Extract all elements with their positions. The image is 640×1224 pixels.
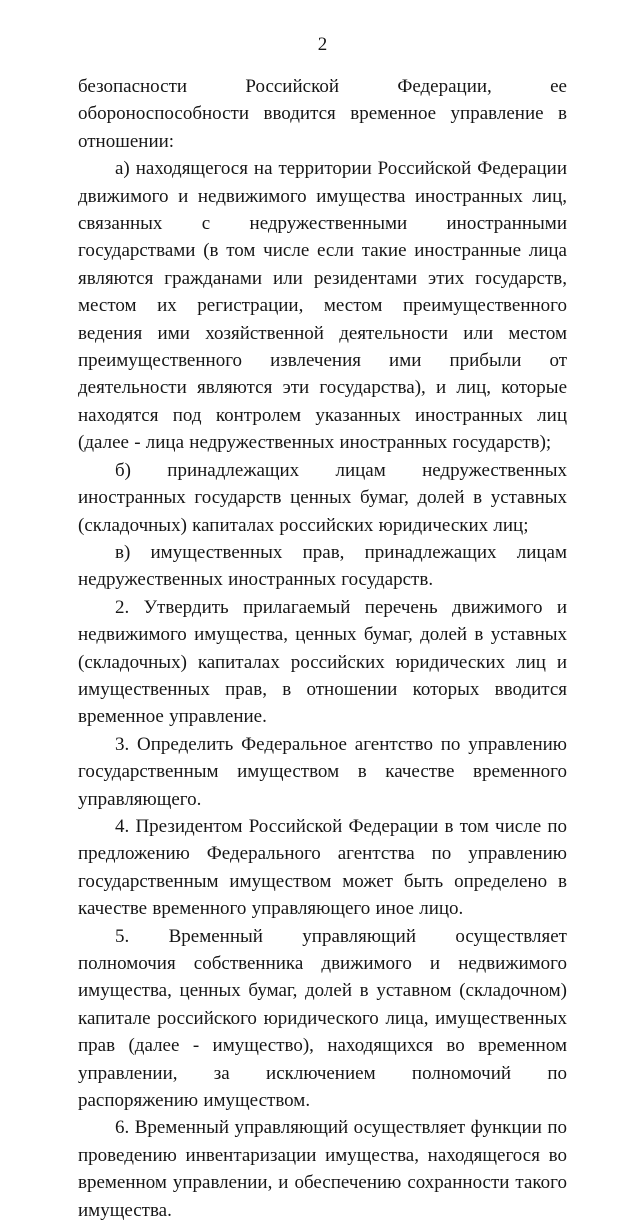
paragraph-point-5: 5. Временный управляющий осуществляет полномочия собственника движимого и недвижимого имущества, ценных бумаг, долей в уставном (складочном) капитале российского юридического лица, имущественных прав (далее - имущество), находящихся во временном управлении, за исключением полномочий по распоряжению имуществом.	[78, 925, 567, 1112]
paragraph-item-b: б) принадлежащих лицам недружественных иностранных государств ценных бумаг, долей в уставных (складочных) капиталах российских юридических лиц;	[78, 459, 567, 536]
paragraph-continuation: безопасности Российской Федерации, ее обороноспособности вводится временное управление в отношении:	[78, 76, 567, 152]
paragraph-point-3: 3. Определить Федеральное агентство по управлению государственным имуществом в качестве временного управляющего.	[78, 733, 567, 810]
page-number: 2	[317, 34, 328, 55]
paragraph-item-v: в) имущественных прав, принадлежащих лицам недружественных иностранных государств.	[78, 541, 567, 591]
paragraph-point-6: 6. Временный управляющий осуществляет функции по проведению инвентаризации имущества, находящегося во временном управлении, и обеспечению сохранности такого имущества.	[78, 1117, 567, 1221]
paragraph-point-2: 2. Утвердить прилагаемый перечень движимого и недвижимого имущества, ценных бумаг, долей в уставных (складочных) капиталах российских юридических лиц и имущественных прав, в отношении которых вводится временное управление.	[78, 596, 567, 728]
paragraph-item-a: а) находящегося на территории Российской Федерации движимого и недвижимого имущества иностранных лиц, связанных с недружественными иностранными государствами (в том числе если такие иностранные лица являются гражданами или резидентами этих государств, местом их регистрации, местом преимущественного ведения ими хозяйственной деятельности или местом преимущественного извлечения ими прибыли от деятельности являются эти государства), и лиц, которые находятся под контролем указанных иностранных лиц (далее - лица недружественных иностранных государств);	[78, 158, 567, 454]
document-body	[78, 73, 567, 1224]
paragraph-point-4: 4. Президентом Российской Федерации в том числе по предложению Федерального агентства по управлению государственным имуществом может быть определено в качестве временного управляющего иное лицо.	[78, 815, 567, 920]
